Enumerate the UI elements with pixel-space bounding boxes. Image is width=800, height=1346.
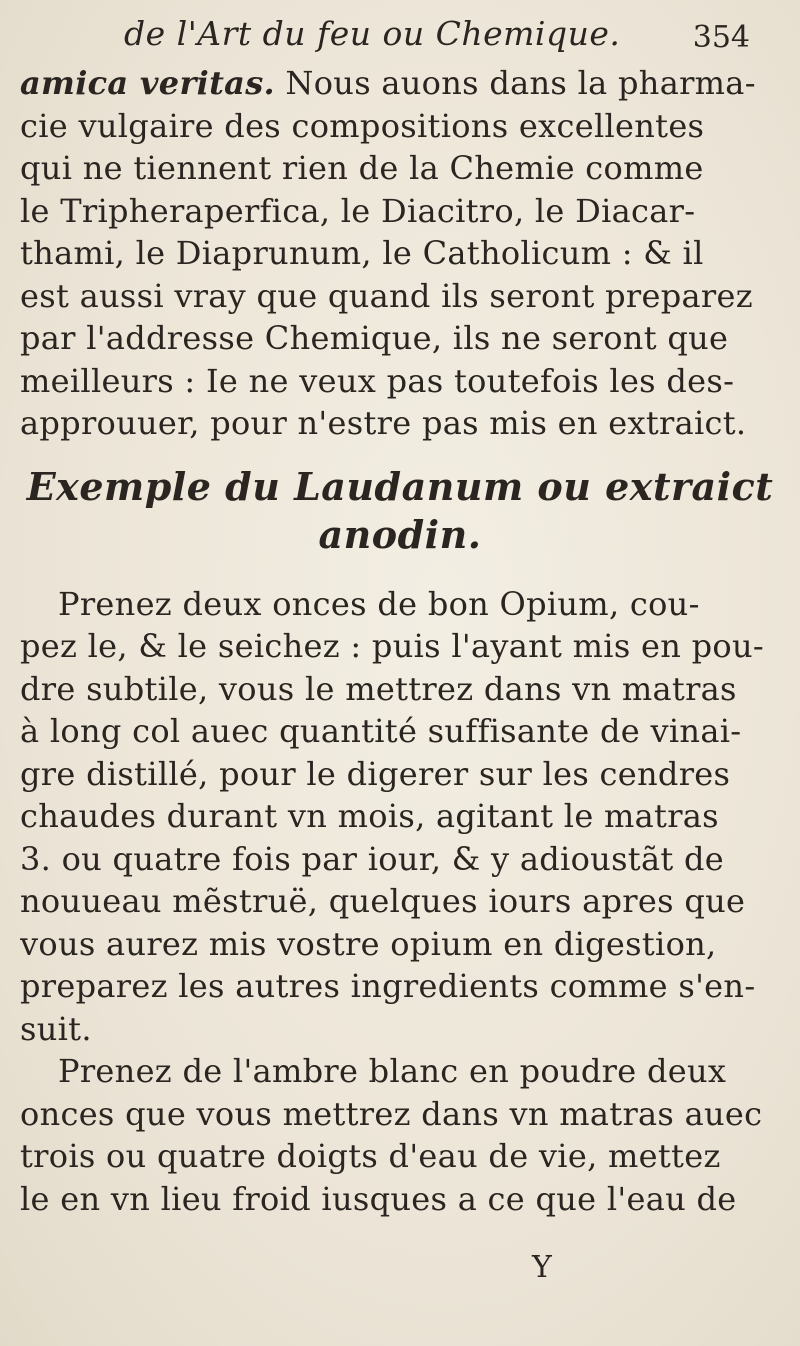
section-heading-continued: anodin.: [318, 511, 482, 557]
text-line: le en vn lieu froid iusques a ce que l'eau de: [20, 1179, 737, 1218]
catchword: Y: [532, 1250, 552, 1285]
text-line-rest: Nous auons dans la pharma-: [274, 64, 756, 102]
paragraph-3: [20, 1050, 780, 1220]
text-line: onces que vous mettrez dans vn matras auec: [20, 1094, 763, 1133]
text-line: chaudes durant vn mois, agitant le matras: [20, 797, 719, 835]
text-line: [20, 62, 780, 105]
paragraph-1: [20, 62, 780, 445]
text-line: meilleurs : Ie ne veux pas toutefois les des-: [20, 361, 735, 400]
text-line: approuuer, pour n'estre pas mis en extraict.: [20, 404, 747, 442]
text-line: pez le, & le seichez : puis l'ayant mis en pou-: [20, 627, 765, 665]
text-line: par l'addresse Chemique, ils ne seront que: [20, 319, 729, 357]
body-text: [20, 62, 780, 1220]
text-line: nouueau mẽstruë, quelques iours apres que: [20, 882, 746, 920]
italic-lead: amica veritas.: [20, 64, 275, 102]
text-line: thami, le Diaprunum, le Catholicum : & il: [20, 234, 704, 272]
running-title: de l'Art du feu ou Chemique.: [124, 14, 621, 53]
page-number: 354: [692, 20, 750, 55]
paragraph-2: [20, 583, 780, 1051]
text-line: Prenez deux onces de bon Opium, cou-: [58, 584, 700, 623]
text-line: 3. ou quatre fois par iour, & y adioustãt de: [20, 839, 724, 878]
text-line: cie vulgaire des compositions excellentes: [20, 106, 705, 145]
text-line: est aussi vray que quand ils seront preparez: [20, 276, 753, 315]
text-line: preparez les autres ingredients comme s'en-: [20, 967, 756, 1005]
text-line: dre subtile, vous le mettrez dans vn matras: [20, 669, 737, 708]
text-line: Prenez de l'ambre blanc en poudre deux: [58, 1052, 727, 1090]
text-line: trois ou quatre doigts d'eau de vie, mettez: [20, 1137, 721, 1175]
section-heading: Exemple du Laudanum ou extraict: [26, 463, 774, 509]
text-line: gre distillé, pour le digerer sur les cendres: [20, 754, 731, 793]
running-head: [110, 6, 750, 54]
text-line: qui ne tiennent rien de la Chemie comme: [20, 149, 704, 187]
text-line: vous aurez mis vostre opium en digestion,: [20, 924, 717, 963]
text-line: à long col auec quantité suffisante de vinai-: [20, 712, 742, 750]
text-line: le Tripheraperfica, le Diacitro, le Diacar-: [20, 191, 696, 230]
text-line: suit.: [20, 1009, 92, 1048]
